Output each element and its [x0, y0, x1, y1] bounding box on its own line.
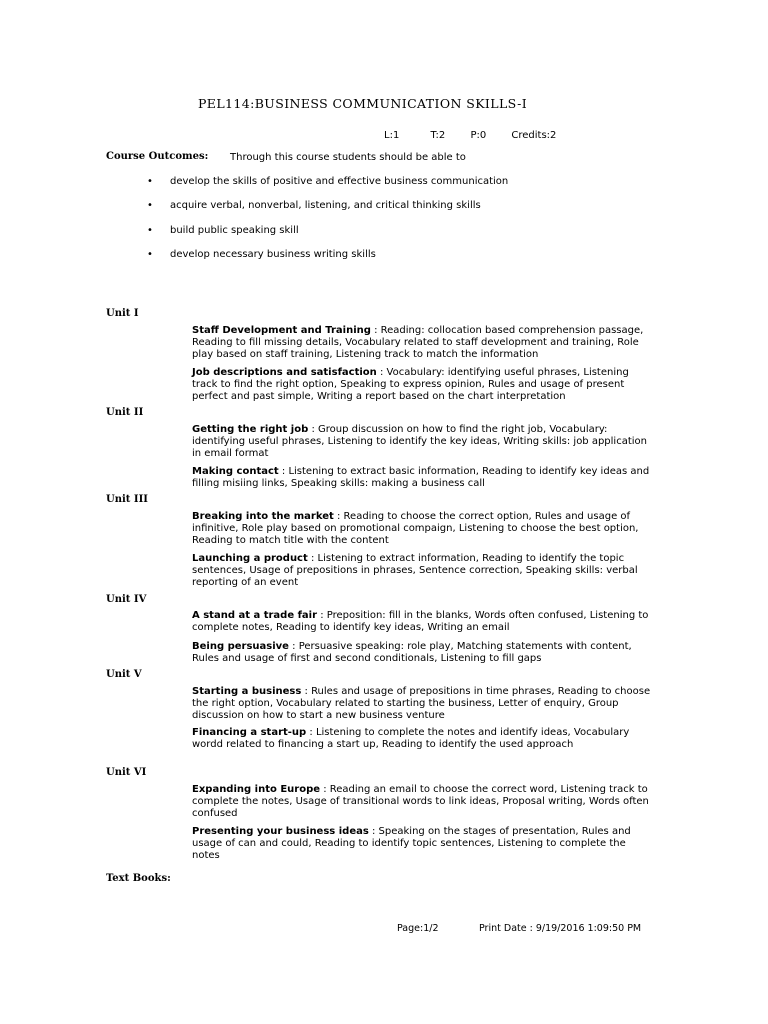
topic-separator: :: [368, 826, 379, 837]
topic-separator: :: [320, 784, 330, 795]
bullet-icon: •: [147, 200, 153, 211]
topic-separator: :: [301, 686, 312, 697]
unit-topic: [192, 367, 652, 403]
topic-body: Group discussion on how to find the right job, Vocabulary: identifying useful phrases, Listening to identify the key ideas, Writing skills: job application in email format: [192, 424, 647, 460]
topic-separator: :: [333, 511, 344, 522]
unit-label: Unit I: [106, 308, 139, 319]
topic-title: Presenting your business ideas: [192, 826, 369, 837]
topic-body: Reading an email to choose the correct word, Listening track to complete the notes, Usage of transitional words to link ideas, Proposal writing, Words often confused: [192, 784, 649, 820]
outcome-item: develop necessary business writing skills: [170, 249, 376, 260]
topic-separator: :: [288, 641, 299, 652]
topic-title: Staff Development and Training: [192, 325, 371, 336]
course-outcomes-label: Course Outcomes:: [106, 151, 209, 162]
topic-title: Financing a start-up: [192, 727, 307, 738]
text-books-label: Text Books:: [106, 873, 171, 884]
topic-title: Breaking into the market: [192, 511, 334, 522]
topic-body: Vocabulary: identifying useful phrases, Listening track to find the right option, Speaking to express opinion, Rules and usage of present perfect and past simple, Writing a report based on the chart interpretation: [192, 367, 629, 403]
topic-body: Listening to extract basic information, Reading to identify key ideas and filling misiing links, Speaking skills: making a business call: [192, 466, 650, 490]
topic-body: Listening to complete the notes and identify ideas, Vocabulary wordd related to financing a start up, Reading to identify the used approach: [192, 727, 630, 751]
topic-separator: :: [317, 610, 327, 621]
outcome-item: acquire verbal, nonverbal, listening, and critical thinking skills: [170, 200, 481, 211]
bullet-icon: •: [147, 225, 153, 236]
unit-topic: [192, 686, 652, 722]
topic-title: Job descriptions and satisfaction: [192, 367, 377, 378]
topic-title: Getting the right job: [192, 424, 309, 435]
topic-body: Speaking on the stages of presentation, Rules and usage of can and could, Reading to identify topic sentences, Listening to complete the notes: [192, 826, 631, 862]
topic-title: Launching a product: [192, 553, 308, 564]
unit-topic: [192, 610, 652, 634]
topic-separator: :: [307, 553, 318, 564]
course-outcomes-intro: Through this course students should be able to: [230, 152, 466, 163]
page-number: Page:1/2: [397, 923, 439, 934]
topic-separator: :: [376, 367, 387, 378]
unit-label: Unit II: [106, 407, 144, 418]
credits: Credits:2: [511, 130, 557, 141]
unit-topic: [192, 826, 652, 862]
unit-label: Unit III: [106, 494, 148, 505]
unit-label: Unit IV: [106, 594, 147, 605]
topic-body: Reading to choose the correct option, Rules and usage of infinitive, Role play based on promotional compaign, Listening to choose the best option, Reading to match title with the content: [192, 511, 639, 547]
topic-body: Listening to extract information, Reading to identify the topic sentences, Usage of prepositions in phrases, Sentence correction, Speaking skills: verbal reporting of an event: [192, 553, 638, 589]
topic-body: Persuasive speaking: role play, Matching statements with content, Rules and usage of first and second conditionals, Listening to fill gaps: [192, 641, 632, 665]
unit-topic: [192, 727, 652, 751]
unit-topic: [192, 424, 652, 460]
bullet-icon: •: [147, 176, 153, 187]
topic-separator: :: [370, 325, 381, 336]
bullet-icon: •: [147, 249, 153, 260]
topic-title: A stand at a trade fair: [192, 610, 318, 621]
tutorial-hours: T:2: [430, 130, 446, 141]
topic-body: Preposition: fill in the blanks, Words often confused, Listening to complete notes, Reading to identify key ideas, Writing an email: [192, 610, 649, 634]
outcome-item: build public speaking skill: [170, 225, 299, 236]
topic-separator: :: [278, 466, 289, 477]
topic-separator: :: [306, 727, 316, 738]
lecture-hours: L:1: [384, 130, 400, 141]
topic-title: Starting a business: [192, 686, 302, 697]
unit-topic: [192, 466, 652, 490]
topic-separator: :: [308, 424, 318, 435]
topic-body: Rules and usage of prepositions in time phrases, Reading to choose the right option, Vocabulary related to starting the business, Letter of enquiry, Group discussion on how to start a new business venture: [192, 686, 651, 722]
practical-hours: P:0: [470, 130, 487, 141]
unit-topic: [192, 784, 652, 820]
unit-topic: [192, 325, 652, 361]
topic-title: Expanding into Europe: [192, 784, 321, 795]
unit-topic: [192, 641, 652, 665]
unit-topic: [192, 511, 652, 547]
outcome-item: develop the skills of positive and effective business communication: [170, 176, 509, 187]
print-date: Print Date : 9/19/2016 1:09:50 PM: [479, 923, 642, 934]
course-title: PEL114:BUSINESS COMMUNICATION SKILLS-I: [198, 96, 528, 111]
unit-label: Unit V: [106, 669, 142, 680]
unit-label: Unit VI: [106, 767, 147, 778]
topic-title: Making contact: [192, 466, 279, 477]
topic-body: Reading: collocation based comprehension passage, Reading to fill missing details, Vocabulary related to staff development and training, Role play based on staff training, Listening track to match the information: [192, 325, 644, 361]
topic-title: Being persuasive: [192, 641, 289, 652]
unit-topic: [192, 553, 652, 589]
credit-info: [384, 130, 556, 142]
